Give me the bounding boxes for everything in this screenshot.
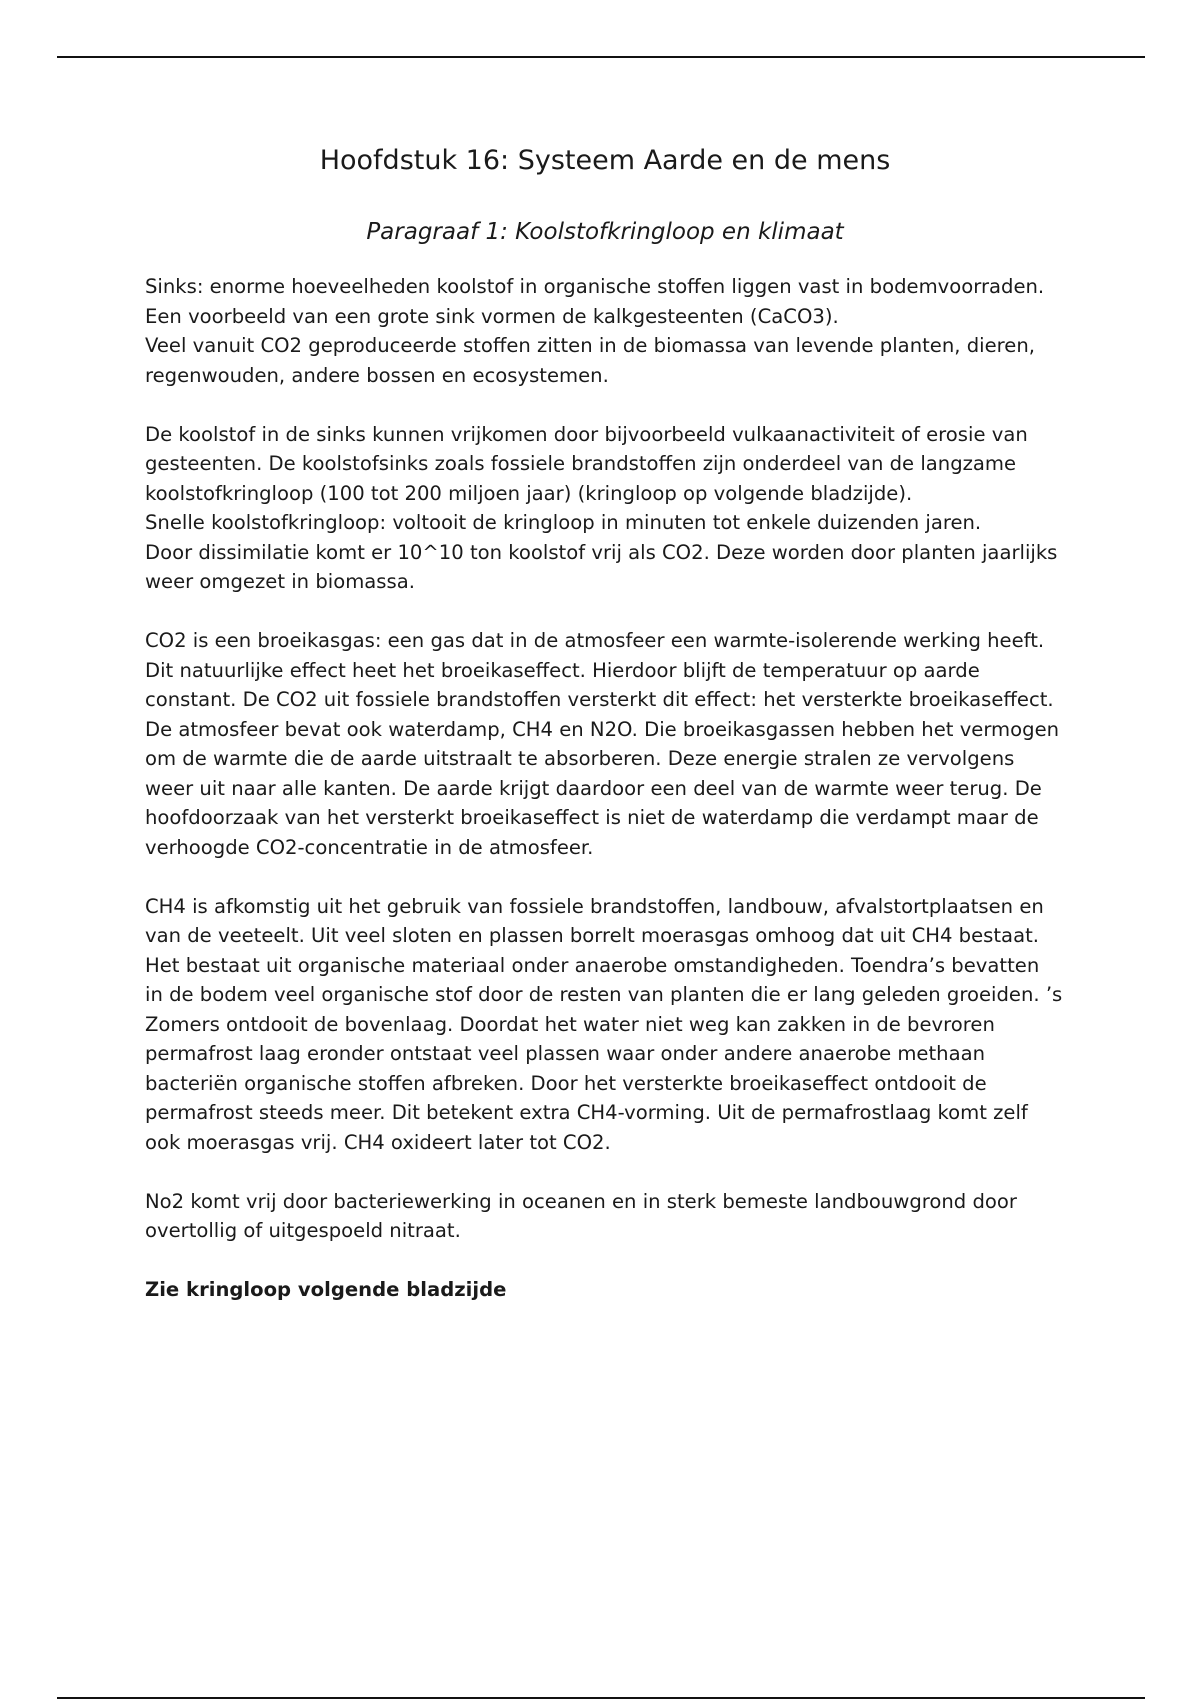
text-line: constant. De CO2 uit fossiele brandstoffen versterkt dit effect: het versterkte broeikaseffect. [145,688,1054,711]
paragraph-carbon-cycle [145,420,1065,597]
text-line: weer omgezet in biomassa. [145,570,415,593]
text-line: in de bodem veel organische stof door de resten van planten die er lang geleden groeiden. ’s [145,983,1063,1006]
text-line: weer uit naar alle kanten. De aarde krijgt daardoor een deel van de warmte weer terug. De [145,776,1042,800]
text-line: No2 komt vrij door bacteriewerking in oceanen en in sterk bemeste landbouwgrond door [145,1189,1017,1213]
text-line: De koolstof in de sinks kunnen vrijkomen door bijvoorbeeld vulkaanactiviteit of erosie van [145,422,1028,446]
text-line: De atmosfeer bevat ook waterdamp, CH4 en N2O. Die broeikasgassen hebben het vermogen [145,717,1060,741]
text-line: CH4 is afkomstig uit het gebruik van fossiele brandstoffen, landbouw, afvalstortplaatsen en [145,894,1044,918]
text-line: Veel vanuit CO2 geproduceerde stoffen zitten in de biomassa van levende planten, dieren, [145,334,1035,357]
closing-note-text: Zie kringloop volgende bladzijde [145,1278,507,1301]
header-rule [57,56,1145,58]
chapter-title: Hoofdstuk 16: Systeem Aarde en de mens [319,145,891,176]
text-line: hoofdoorzaak van het versterkt broeikaseffect is niet de waterdamp die verdampt maar de [145,806,1039,829]
paragraph-no2 [145,1187,1065,1246]
closing-note [145,1275,1065,1305]
paragraph-methane [145,892,1065,1158]
text-line: verhoogde CO2-concentratie in de atmosfeer. [145,835,594,859]
section-subtitle: Paragraaf 1: Koolstofkringloop en klimaat [366,219,844,245]
text-line: van de veeteelt. Uit veel sloten en plassen borrelt moerasgas omhoog dat uit CH4 bestaat. [145,924,1039,947]
document-body [145,145,1065,1305]
text-line: bacteriën organische stoffen afbreken. Door het versterkte broeikaseffect ontdooit de [145,1071,987,1095]
paragraph-greenhouse [145,626,1065,862]
text-line: Het bestaat uit organische materiaal onder anaerobe omstandigheden. Toendra’s bevatten [145,953,1040,977]
text-line: regenwouden, andere bossen en ecosystemen. [145,363,609,387]
text-line: ook moerasgas vrij. CH4 oxideert later tot CO2. [145,1130,611,1154]
text-line: permafrost steeds meer. Dit betekent extra CH4-vorming. Uit de permafrostlaag komt zelf [145,1101,1028,1124]
text-line: permafrost laag eronder ontstaat veel plassen waar onder andere anaerobe methaan [145,1042,986,1065]
text-line: gesteenten. De koolstofsinks zoals fossiele brandstoffen zijn onderdeel van de langzame [145,452,1017,475]
text-line: Een voorbeeld van een grote sink vormen de kalkgesteenten (CaCO3). [145,304,839,328]
text-line: CO2 is een broeikasgas: een gas dat in de atmosfeer een warmte-isolerende werking heeft. [145,629,1045,652]
text-line: om de warmte die de aarde uitstraalt te absorberen. Deze energie stralen ze vervolgens [145,747,1015,770]
paragraph-sinks [145,272,1065,390]
text-line: Snelle koolstofkringloop: voltooit de kringloop in minuten tot enkele duizenden jaren. [145,511,982,534]
text-line: Zomers ontdooit de bovenlaag. Doordat het water niet weg kan zakken in de bevroren [145,1012,995,1036]
text-line: Dit natuurlijke effect heet het broeikaseffect. Hierdoor blijft de temperatuur op aarde [145,658,980,682]
text-line: koolstofkringloop (100 tot 200 miljoen jaar) (kringloop op volgende bladzijde). [145,481,913,505]
footer-rule [57,1697,1145,1699]
text-line: Door dissimilatie komt er 10^10 ton koolstof vrij als CO2. Deze worden door planten jaarlijks [145,540,1058,564]
text-line: Sinks: enorme hoeveelheden koolstof in organische stoffen liggen vast in bodemvoorraden. [145,275,1045,298]
text-line: overtollig of uitgespoeld nitraat. [145,1219,461,1242]
